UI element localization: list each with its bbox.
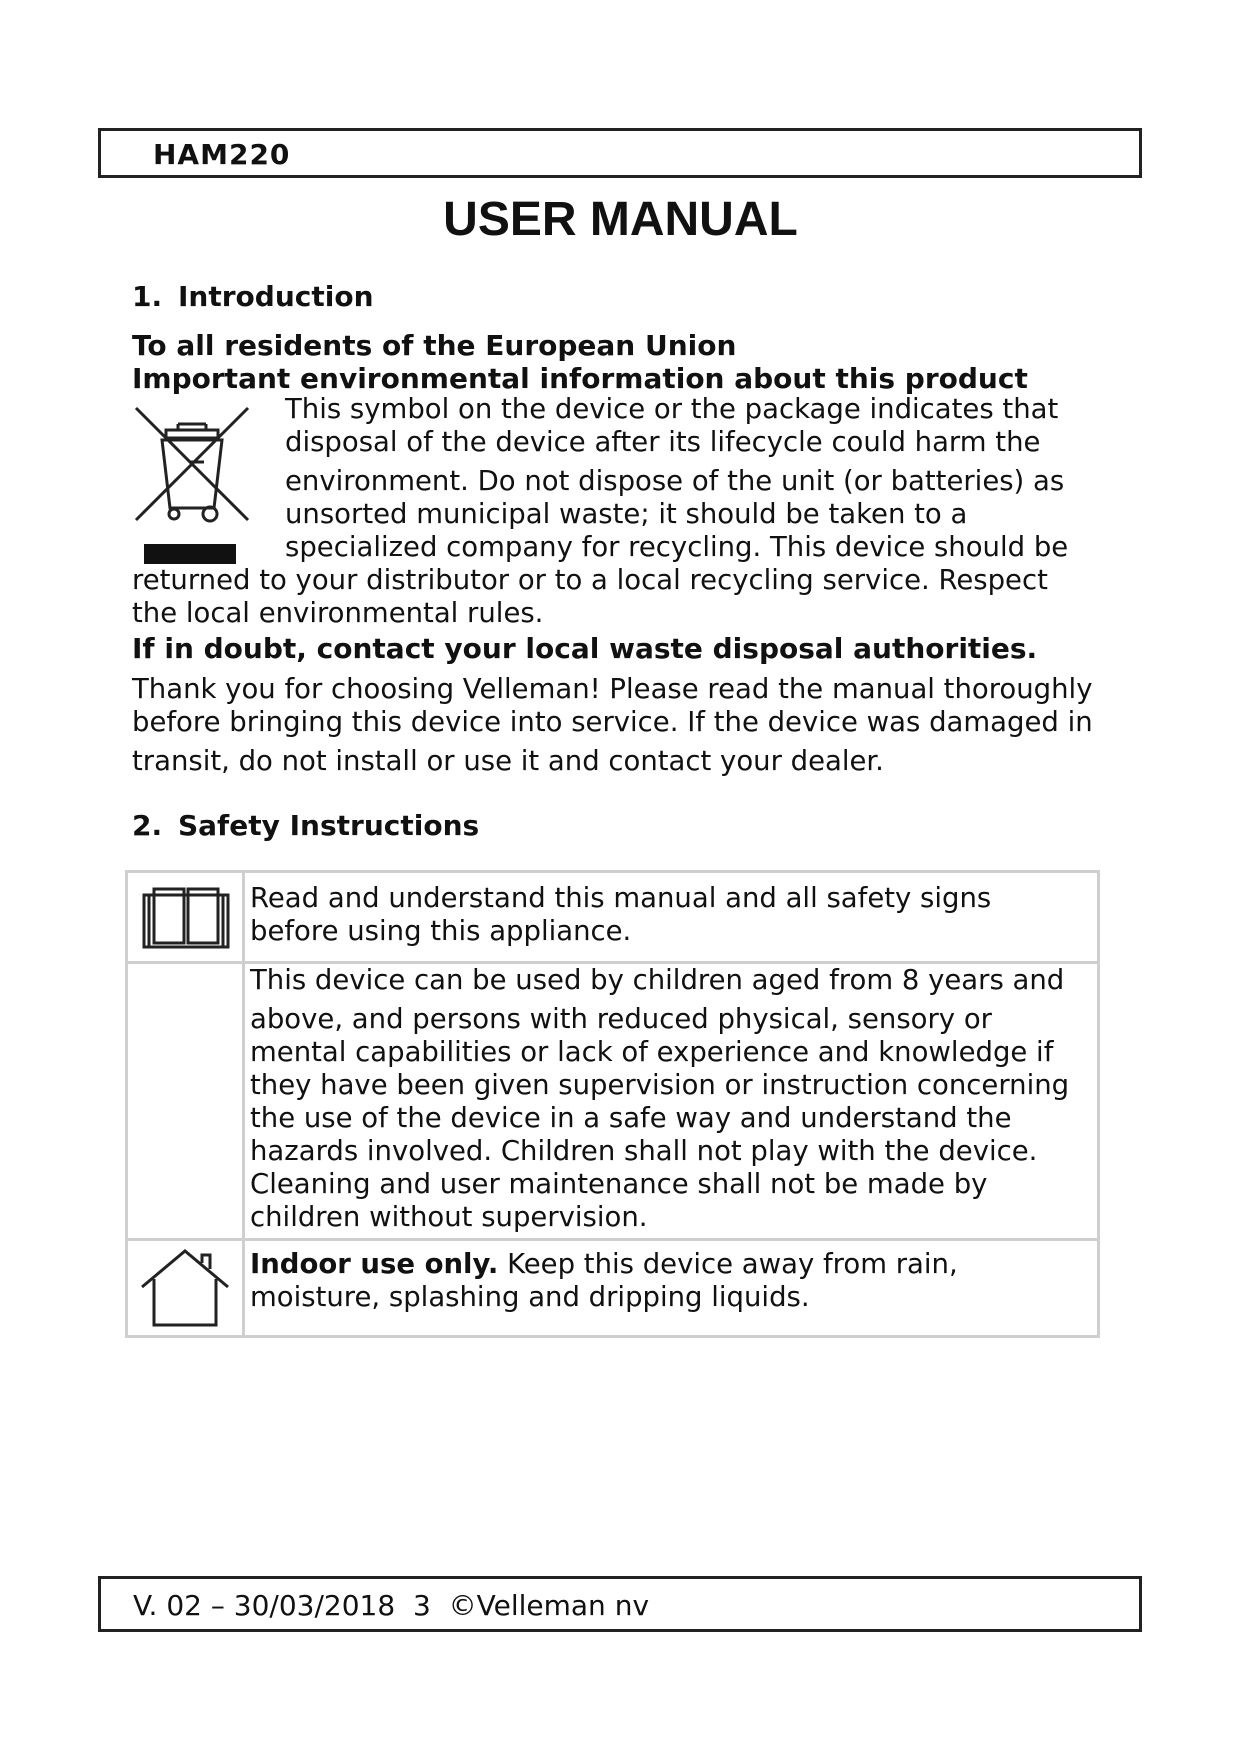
safety-row-3-line-2: moisture, splashing and dripping liquids. xyxy=(250,1281,810,1313)
page-title: USER MANUAL xyxy=(443,193,798,246)
footer-text xyxy=(133,1589,649,1622)
weee-text-line-6: returned to your distributor or to a local recycling service. Respect xyxy=(132,564,1048,596)
weee-text-line-3: environment. Do not dispose of the unit (or batteries) as xyxy=(285,465,1065,497)
table-column-divider xyxy=(242,873,245,1335)
section-2-heading xyxy=(132,809,479,842)
safety-row-2-line-1: This device can be used by children aged from 8 years and xyxy=(250,964,1065,996)
weee-bin-icon xyxy=(132,404,252,568)
header-box xyxy=(98,128,1142,178)
weee-text-line-2: disposal of the device after its lifecycle could harm the xyxy=(285,426,1041,458)
section-1-number: 1. xyxy=(132,280,163,313)
section-1-title: Introduction xyxy=(178,280,374,313)
section-1-heading xyxy=(132,280,374,313)
section-2-title: Safety Instructions xyxy=(178,809,480,842)
eu-residents-heading: To all residents of the European Union xyxy=(132,329,737,362)
safety-row-2-line-5: the use of the device in a safe way and understand the xyxy=(250,1102,1012,1134)
safety-row-3-line-1 xyxy=(250,1248,958,1280)
weee-text-line-4: unsorted municipal waste; it should be taken to a xyxy=(285,498,968,530)
thanks-line-2: before bringing this device into service. If the device was damaged in xyxy=(132,706,1093,738)
manual-book-icon xyxy=(140,883,232,951)
safety-row-2-line-8: children without supervision. xyxy=(250,1201,648,1233)
model-code: HAM220 xyxy=(153,138,291,171)
section-2-number: 2. xyxy=(132,809,163,842)
safety-row-3-line-1-rest: Keep this device away from rain, xyxy=(498,1248,958,1280)
safety-row-2-line-2: above, and persons with reduced physical, sensory or xyxy=(250,1003,992,1035)
footer-box xyxy=(98,1576,1142,1632)
safety-row-1-line-2: before using this appliance. xyxy=(250,915,632,947)
footer-page-number: 3 xyxy=(412,1589,431,1622)
weee-text-line-7: the local environmental rules. xyxy=(132,597,544,629)
environment-heading: Important environmental information about this product xyxy=(132,362,1028,395)
weee-text-line-1: This symbol on the device or the package indicates that xyxy=(285,393,1059,425)
footer-copyright: ©Velleman nv xyxy=(448,1589,650,1622)
weee-text-line-5: specialized company for recycling. This device should be xyxy=(285,531,1069,563)
safety-row-2-line-7: Cleaning and user maintenance shall not be made by xyxy=(250,1168,988,1200)
house-icon xyxy=(138,1247,232,1329)
safety-row-1-line-1: Read and understand this manual and all safety signs xyxy=(250,882,992,914)
safety-row-2-line-4: they have been given supervision or instruction concerning xyxy=(250,1069,1070,1101)
safety-row-2-line-3: mental capabilities or lack of experience and knowledge if xyxy=(250,1036,1054,1068)
table-row-divider xyxy=(128,1238,1097,1241)
safety-table xyxy=(125,870,1100,1338)
footer-version: V. 02 – 30/03/2018 xyxy=(133,1589,396,1622)
thanks-line-1: Thank you for choosing Velleman! Please read the manual thoroughly xyxy=(132,673,1093,705)
thanks-line-3: transit, do not install or use it and contact your dealer. xyxy=(132,745,884,777)
waste-authority-note: If in doubt, contact your local waste disposal authorities. xyxy=(132,632,1038,665)
safety-row-2-line-6: hazards involved. Children shall not play with the device. xyxy=(250,1135,1038,1167)
indoor-use-label: Indoor use only. xyxy=(250,1248,499,1280)
